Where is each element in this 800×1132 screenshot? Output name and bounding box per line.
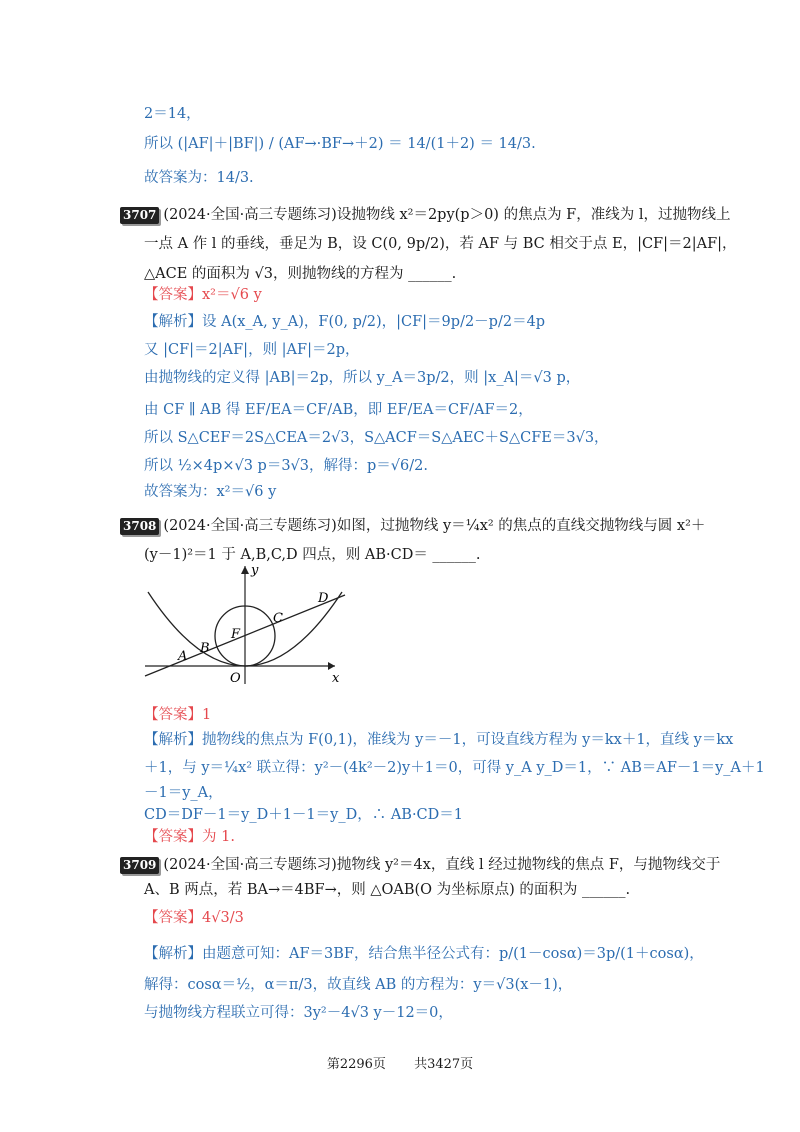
analysis-line: CD＝DF－1＝y_D＋1－1＝y_D，∴ AB·CD＝1 (144, 807, 464, 823)
analysis-label: 【解析】 (144, 732, 202, 748)
answer-line (144, 705, 211, 725)
analysis-line: 所以 ½×4p×√3 p＝3√3，解得：p＝√6/2. (144, 458, 428, 474)
solution-line: 故答案为：14/3. (144, 170, 254, 186)
problem-3708-stem-1: 3708 (2024·全国·高三专题练习)如图，过抛物线 y＝¼x² 的焦点的直线交抛物线与圆 x²＋ (120, 516, 705, 536)
answer-label: 【答案】 (144, 707, 202, 723)
answer-label: 【答案】 (144, 829, 202, 845)
figure-label-B: B (200, 641, 210, 656)
analysis-line: 所以 S△CEF＝2S△CEA＝2√3，S△ACF＝S△AEC＋S△CFE＝3√3， (144, 430, 609, 446)
problem-3707-stem-3: △ACE 的面积为 √3，则抛物线的方程为 ______. (144, 266, 457, 282)
figure-label-C: C (273, 611, 283, 626)
solution-line: 所以 (|AF|＋|BF|) / (AF→·BF→＋2) ＝ 14/(1＋2) ＝ 14/3. (144, 136, 536, 152)
figure-label-y: y (251, 563, 259, 578)
analysis-line: 解得：cosα＝½，α＝π/3，故直线 AB 的方程为：y＝√3(x－1)， (144, 977, 573, 993)
problem-3708-stem-2: (y－1)²＝1 于 A,B,C,D 四点，则 AB·CD＝ ______. (144, 547, 481, 563)
problem-3707-stem-2: 一点 A 作 l 的垂线，垂足为 B，设 C(0, 9p/2)，若 AF 与 BC 相交于点 E，|CF|＝2|AF|， (144, 236, 737, 252)
problem-3709-stem-1: 3709 (2024·全国·高三专题练习)抛物线 y²＝4x，直线 l 经过抛物线的焦点 F，与抛物线交于 (120, 855, 720, 875)
analysis-line: 由 CF ∥ AB 得 EF/EA＝CF/AB，即 EF/EA＝CF/AF＝2， (144, 402, 533, 418)
solution-line: 2＝14， (144, 106, 201, 122)
page-footer (0, 1053, 800, 1072)
figure-label-D: D (318, 591, 329, 606)
figure-label-F: F (231, 627, 241, 642)
problem-3709-stem-2: A、B 两点，若 BA→＝4BF→，则 △OAB(O 为坐标原点) 的面积为 ______. (144, 882, 631, 898)
analysis-line: ＋1，与 y＝¼x² 联立得：y²－(4k²－2)y＋1＝0，可得 y_A y_D＝1，∵ AB＝AF－1＝y_A＋1 (144, 760, 765, 776)
analysis-line: 故答案为：x²＝√6 y (144, 484, 277, 500)
problem-number-badge: 3709 (120, 857, 159, 874)
analysis-label: 【解析】 (144, 314, 202, 330)
answer-line (144, 285, 262, 305)
total-pages: 共3427页 (414, 1057, 474, 1072)
problem-number-badge: 3708 (120, 518, 159, 535)
analysis-line: －1＝y_A， (144, 785, 223, 801)
parabola-circle-figure (140, 562, 360, 687)
analysis-line: 【解析】抛物线的焦点为 F(0,1)，准线为 y＝－1，可设直线方程为 y＝kx＋1，直线 y＝kx (144, 732, 734, 748)
analysis-line: 由抛物线的定义得 |AB|＝2p，所以 y_A＝3p/2，则 |x_A|＝√3 p， (144, 370, 581, 386)
answer-value: 4√3/3 (202, 910, 244, 926)
answer-label: 【答案】 (144, 287, 202, 303)
answer-label: 【答案】 (144, 910, 202, 926)
analysis-line: 【解析】由题意可知：AF＝3BF，结合焦半径公式有：p/(1－cosα)＝3p/(1＋cosα)， (144, 946, 704, 962)
problem-number-badge: 3707 (120, 207, 159, 224)
answer-value: x²＝√6 y (202, 287, 262, 303)
analysis-line: 【解析】设 A(x_A, y_A)，F(0, p/2)，|CF|＝9p/2－p/2＝4p (144, 314, 546, 330)
figure-label-A: A (178, 649, 188, 664)
figure-label-x: x (332, 671, 340, 686)
analysis-line: 与抛物线方程联立可得：3y²－4√3 y－12＝0， (144, 1005, 453, 1021)
page-number: 第2296页 (326, 1057, 386, 1072)
figure-label-O: O (230, 671, 241, 686)
answer-tail-line: 【答案】为 1. (144, 829, 235, 845)
problem-3707-stem-1: 3707 (2024·全国·高三专题练习)设抛物线 x²＝2py(p＞0) 的焦点为 F，准线为 l，过抛物线上 (120, 205, 730, 225)
analysis-line: 又 |CF|＝2|AF|，则 |AF|＝2p， (144, 342, 360, 358)
answer-value: 1 (202, 707, 212, 723)
answer-line (144, 908, 244, 928)
analysis-label: 【解析】 (144, 946, 202, 962)
